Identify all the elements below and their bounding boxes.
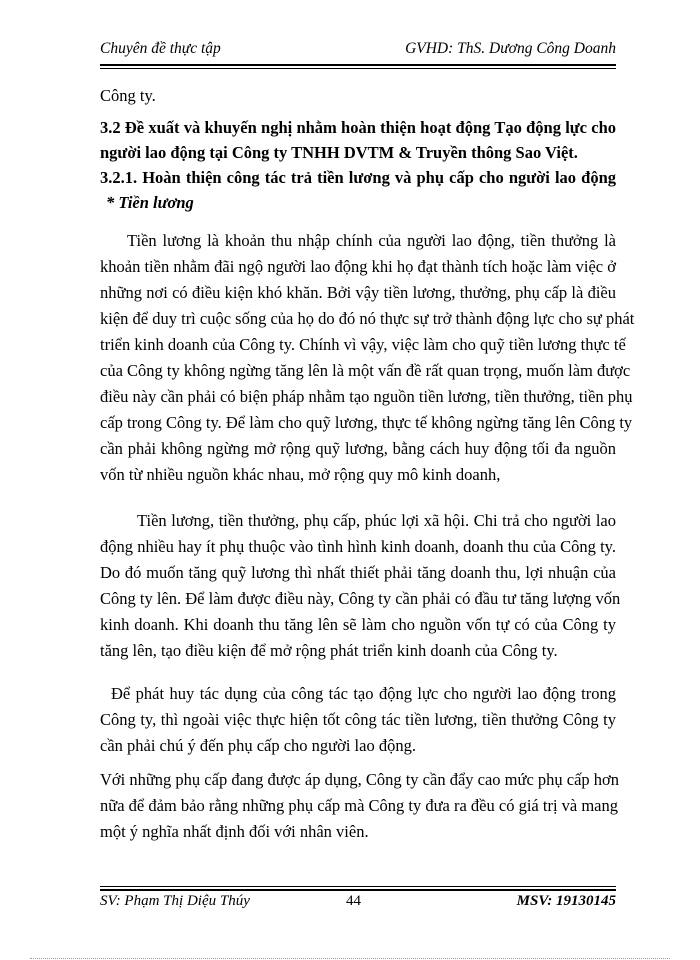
paragraph-line: một ý nghĩa nhất định đối với nhân viên. — [100, 822, 369, 841]
subsection-heading: 3.2.1. Hoàn thiện công tác trả tiền lương và phụ cấp cho người lao động — [100, 168, 616, 187]
paragraph-line: Công ty lên. Để làm được điều này, Công ty cần phải có đầu tư tăng lượng vốn — [100, 589, 621, 608]
paragraph-line: triển kinh doanh của Công ty. Chính vì vậy, việc làm cho quỹ tiền lương thực tế — [100, 335, 626, 354]
paragraph-line: cần phải chú ý đến phụ cấp cho người lao động. — [100, 736, 416, 755]
page-number: 44 — [346, 893, 361, 909]
paragraph-line: Công ty, thì ngoài việc thực hiện tốt công tác tiền lương, tiền thưởng Công ty — [100, 710, 616, 729]
header-supervisor: GVHD: ThS. Dương Công Doanh — [405, 40, 616, 57]
paragraph-line: kinh doanh. Khi doanh thu tăng lên sẽ làm cho nguồn vốn tự có của Công ty — [100, 615, 616, 634]
paragraph-line: của Công ty không ngừng tăng lên là một vấn đề rất quan trọng, muốn làm được — [100, 361, 631, 380]
paragraph-line: khoản tiền nhằm đãi ngộ người lao động khi họ đạt thành tích hoặc làm việc ở — [100, 257, 616, 276]
paragraph-line: những nơi có điều kiện khó khăn. Bởi vậy tiền lương, thưởng, phụ cấp là điều — [100, 283, 616, 302]
page-bottom-dotted-border — [30, 958, 670, 959]
continuation-text: Công ty. — [100, 86, 156, 105]
topic-heading: * Tiền lương — [106, 193, 194, 212]
paragraph-line: tăng lên, tạo điều kiện để mở rộng phát triển kinh doanh của Công ty. — [100, 641, 558, 660]
paragraph-line: Để phát huy tác dụng của công tác tạo động lực cho người lao động trong — [111, 684, 616, 703]
paragraph-line: Với những phụ cấp đang được áp dụng, Công ty cần đẩy cao mức phụ cấp hơn — [100, 770, 620, 789]
paragraph-line: Tiền lương là khoản thu nhập chính của người lao động, tiền thưởng là — [127, 231, 616, 250]
paragraph-line: cấp trong Công ty. Để làm cho quỹ lương, thực tế không ngừng tăng lên Công ty — [100, 413, 633, 432]
footer-rule-thin — [100, 886, 616, 887]
header-rule-thin — [100, 68, 616, 69]
paragraph-line: nữa để đảm bảo rằng những phụ cấp mà Công ty đưa ra đều có giá trị và mang — [100, 796, 619, 815]
paragraph-line: Tiền lương, tiền thưởng, phụ cấp, phúc lợi xã hội. Chi trả cho người lao — [137, 511, 616, 530]
header-rule-thick — [100, 64, 616, 66]
paragraph-line: động nhiều hay ít phụ thuộc vào tình hình kinh doanh, doanh thu của Công ty. — [100, 537, 616, 556]
paragraph-line: cần phải không ngừng mở rộng quỹ lương, bằng cách huy động tối đa nguồn — [100, 439, 616, 458]
footer-student-id: MSV: 19130145 — [516, 893, 616, 909]
footer-student-name: SV: Phạm Thị Diệu Thúy — [100, 893, 250, 909]
page-footer — [100, 893, 616, 915]
footer-rule-thick — [100, 889, 616, 891]
paragraph-line: kiện để duy trì cuộc sống của họ do đó nó thực sự trở thành động lực cho sự phát — [100, 309, 635, 328]
header-course-title: Chuyên đề thực tập — [100, 40, 221, 57]
section-heading-line: người lao động tại Công ty TNHH DVTM & Truyền thông Sao Việt. — [100, 143, 578, 162]
paragraph-line: Do đó muốn tăng quỹ lương thì nhất thiết phải tăng doanh thu, lợi nhuận của — [100, 563, 616, 582]
section-heading-line: 3.2 Đề xuất và khuyến nghị nhằm hoàn thiện hoạt động Tạo động lực cho — [100, 118, 616, 137]
page-header — [100, 40, 616, 64]
paragraph-line: điều này cần phải có biện pháp nhằm tạo nguồn tiền lương, tiền thưởng, tiền phụ — [100, 387, 633, 406]
paragraph-line: vốn từ nhiều nguồn khác nhau, mở rộng quy mô kinh doanh, — [100, 465, 501, 484]
